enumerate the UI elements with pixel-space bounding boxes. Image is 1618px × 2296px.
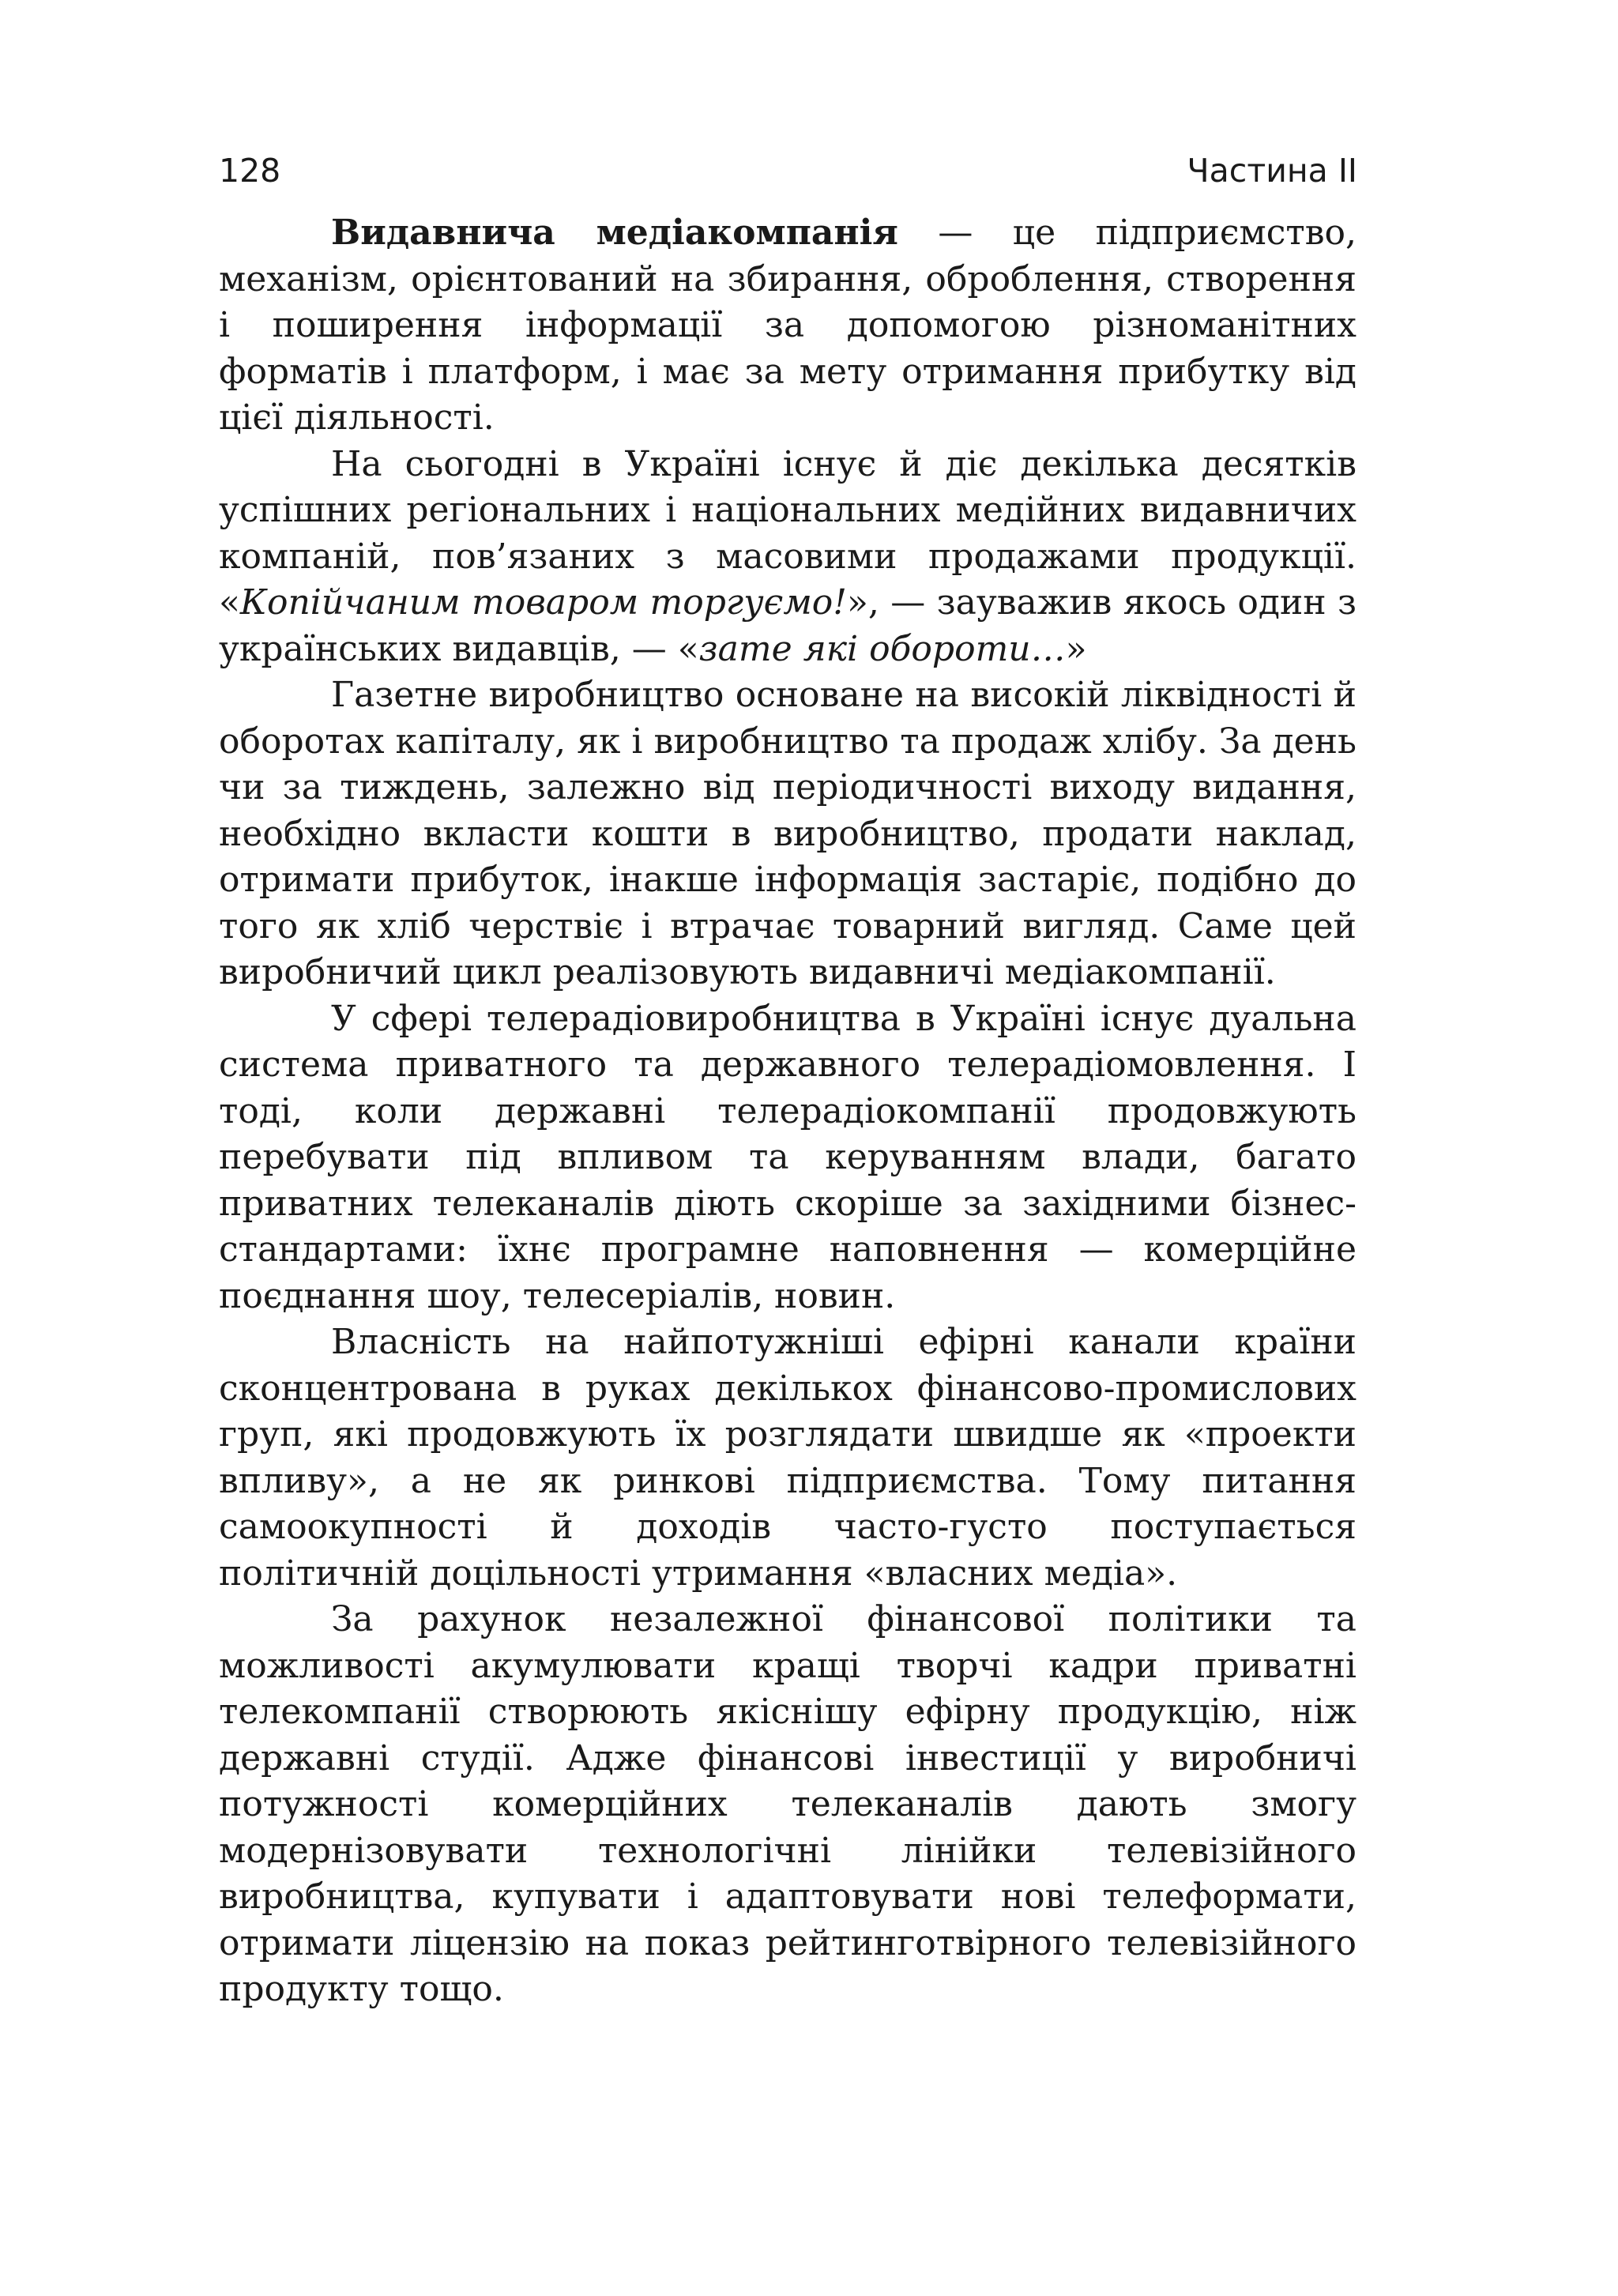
paragraph-text: », — зауважив якось один з українських видавців, — « — [219, 582, 1356, 669]
paragraph-publishers — [219, 442, 1356, 673]
paragraph-definition — [219, 210, 1356, 442]
paragraph-ownership: Власність на найпотужніші ефірні канали країни сконцентрована в руках декількох фінансово-промислових груп, які продовжують їх розглядати швидше як «проекти впливу», а не як ринкові підприємства. Тому питання самоокупності й доходів часто-густо поступається політичній доцільності утримання «власних медіа». — [219, 1322, 1356, 1594]
section-title: Частина II — [1187, 152, 1357, 190]
quote-italic: зате які обороти… — [698, 628, 1066, 669]
paragraph-text: » — [1065, 628, 1087, 669]
paragraph-private-companies: За рахунок незалежної фінансової політики та можливості акумулювати кращі творчі кадри приватні телекомпанії створюють якіснішу ефірну продукцію, ніж державні студії. Адже фінансові інвестиції у виробничі потужності комерційних телеканалів дають змогу модернізовувати технологічні лінійки телевізійного виробництва, купувати і адаптовувати нові телеформати, отримати ліцензію на показ рейтинготвірного телевізійного продукту тощо. — [219, 1599, 1356, 2009]
page-number: 128 — [219, 152, 281, 190]
quote-italic: Копійчаним товаром торгуємо! — [239, 582, 847, 623]
paragraph-text: На сьогодні в Україні існує й діє декілька десятків успішних регіональних і національних медійних видавничих компаній, пов’язаних з масовими продажами продукції. « — [219, 443, 1356, 623]
paragraph-broadcasting-system: У сфері телерадіовиробництва в Україні існує дуальна система приватного та державного телерадіомовлення. І тоді, коли державні телерадіокомпанії продовжують перебувати під впливом та керуванням влади, багато приватних телеканалів діють скоріше за західними бізнес-стандартами: їхнє програмне наповнення — комерційне поєднання шоу, телесеріалів, новин. — [219, 998, 1356, 1316]
defined-term: Видавнича медіакомпанія — [331, 213, 898, 253]
paragraph-newspaper-production: Газетне виробництво основане на високій ліквідності й оборотах капіталу, як і виробництво та продаж хлібу. За день чи за тиждень, залежно від періодичності виходу видання, необхідно вкласти кошти в виробництво, продати наклад, отримати прибуток, інакше інформація застаріє, подібно до того як хліб черствіє і втрачає товарний вигляд. Саме цей виробничий цикл реалізовують видавничі медіакомпанії. — [219, 675, 1356, 992]
running-head — [219, 149, 1357, 193]
definition-text: — це підприємство, механізм, орієнтований на збирання, оброблення, створення і поширення інформації за допомогою різноманітних форматів і платформ, і має за мету отримання прибутку від цієї діяльності. — [219, 213, 1356, 438]
body-text — [219, 210, 1356, 2013]
